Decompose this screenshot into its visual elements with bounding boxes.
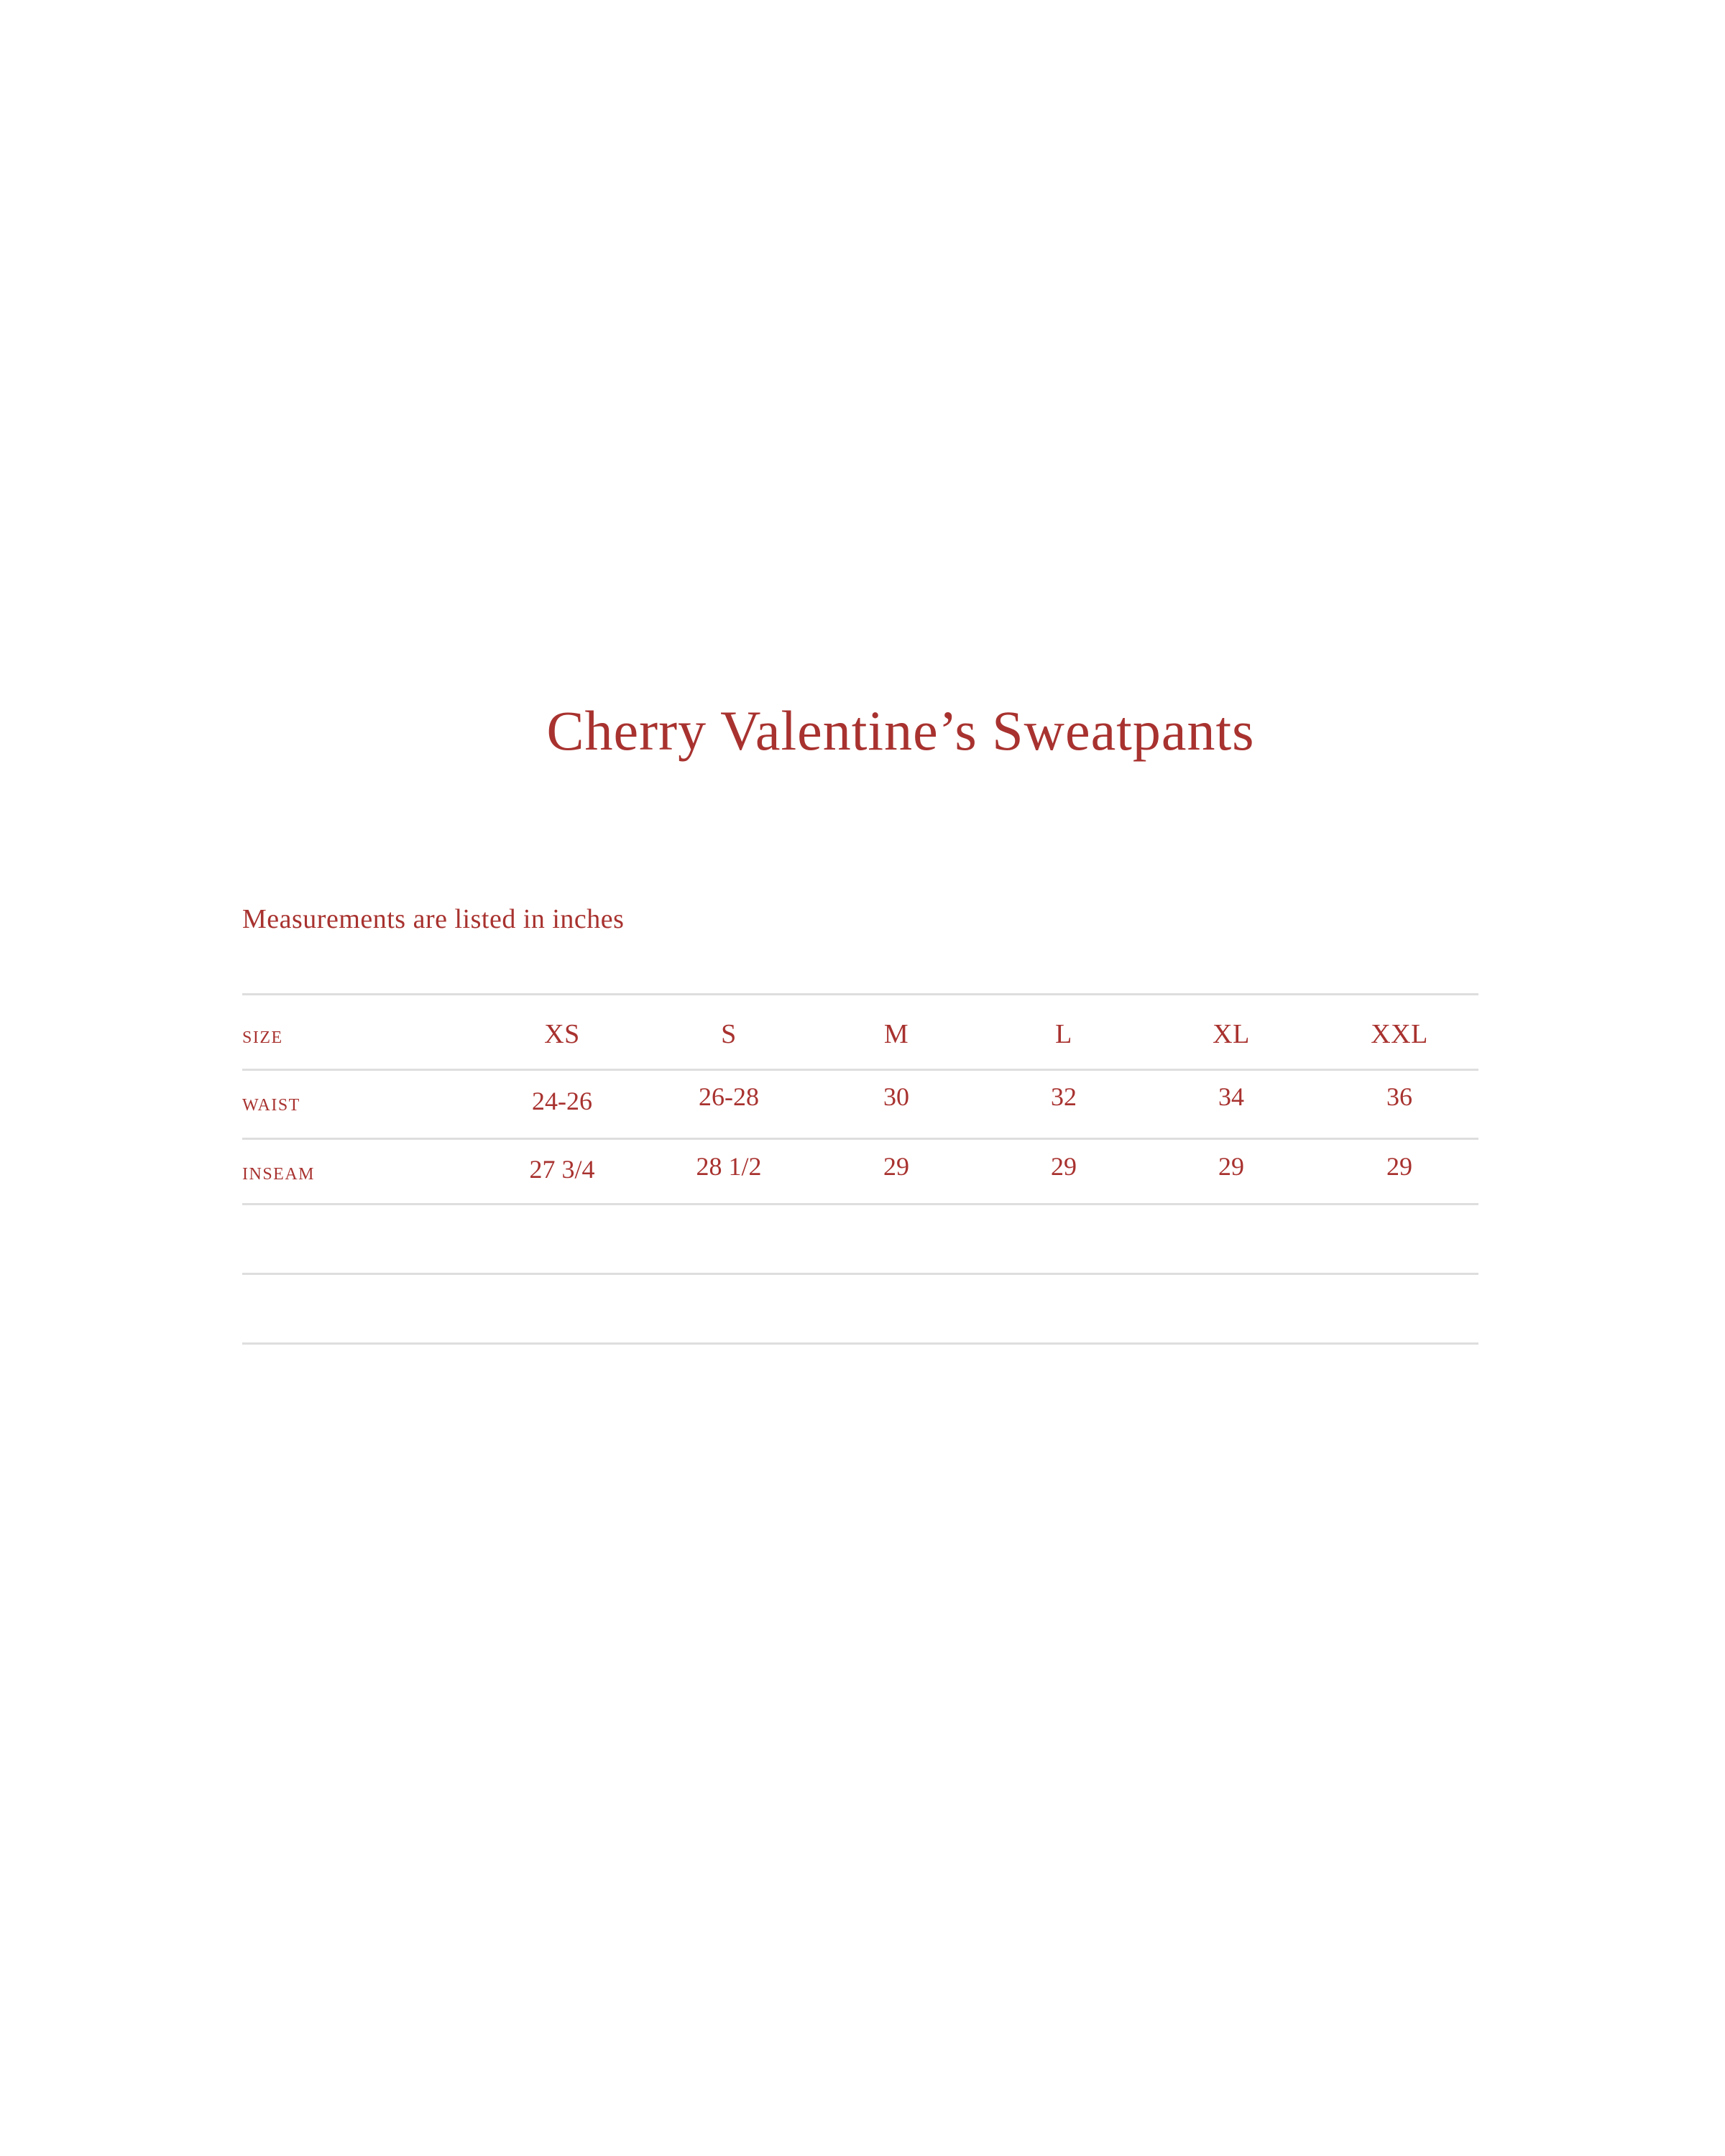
waist-value-xl: 34: [1218, 1082, 1244, 1111]
header-size-xxl: XXL: [1371, 1019, 1428, 1049]
inseam-value-xl: 29: [1218, 1152, 1244, 1181]
table-rule: [242, 1203, 1478, 1205]
table-bottom-rule: [242, 1342, 1478, 1345]
table-rule: [242, 1138, 1478, 1140]
header-size-s: S: [721, 1019, 737, 1049]
inseam-value-m: 29: [883, 1152, 909, 1181]
header-size-xs: XS: [544, 1019, 580, 1049]
inseam-value-xxl: 29: [1386, 1152, 1412, 1181]
waist-value-s: 26-28: [699, 1082, 759, 1111]
waist-value-l: 32: [1051, 1082, 1077, 1111]
inseam-value-l: 29: [1051, 1152, 1077, 1181]
inseam-value-s: 28 1/2: [696, 1152, 762, 1181]
header-label-size: size: [242, 1022, 283, 1049]
header-size-m: M: [883, 1019, 909, 1049]
inseam-value-xs: 27 3/4: [529, 1155, 595, 1184]
table-top-rule: [242, 993, 1478, 995]
row-label-inseam: inseam: [242, 1158, 316, 1185]
row-label-waist: waist: [242, 1089, 300, 1116]
waist-value-m: 30: [883, 1082, 909, 1111]
waist-value-xs: 24-26: [532, 1087, 592, 1115]
page-title: Cherry Valentine’s Sweatpants: [546, 699, 1255, 762]
measurement-note: Measurements are listed in inches: [242, 904, 625, 934]
header-size-xl: XL: [1213, 1019, 1250, 1049]
table-rule: [242, 1069, 1478, 1071]
table-rule: [242, 1273, 1478, 1275]
waist-value-xxl: 36: [1386, 1082, 1412, 1111]
header-size-l: L: [1055, 1019, 1072, 1049]
